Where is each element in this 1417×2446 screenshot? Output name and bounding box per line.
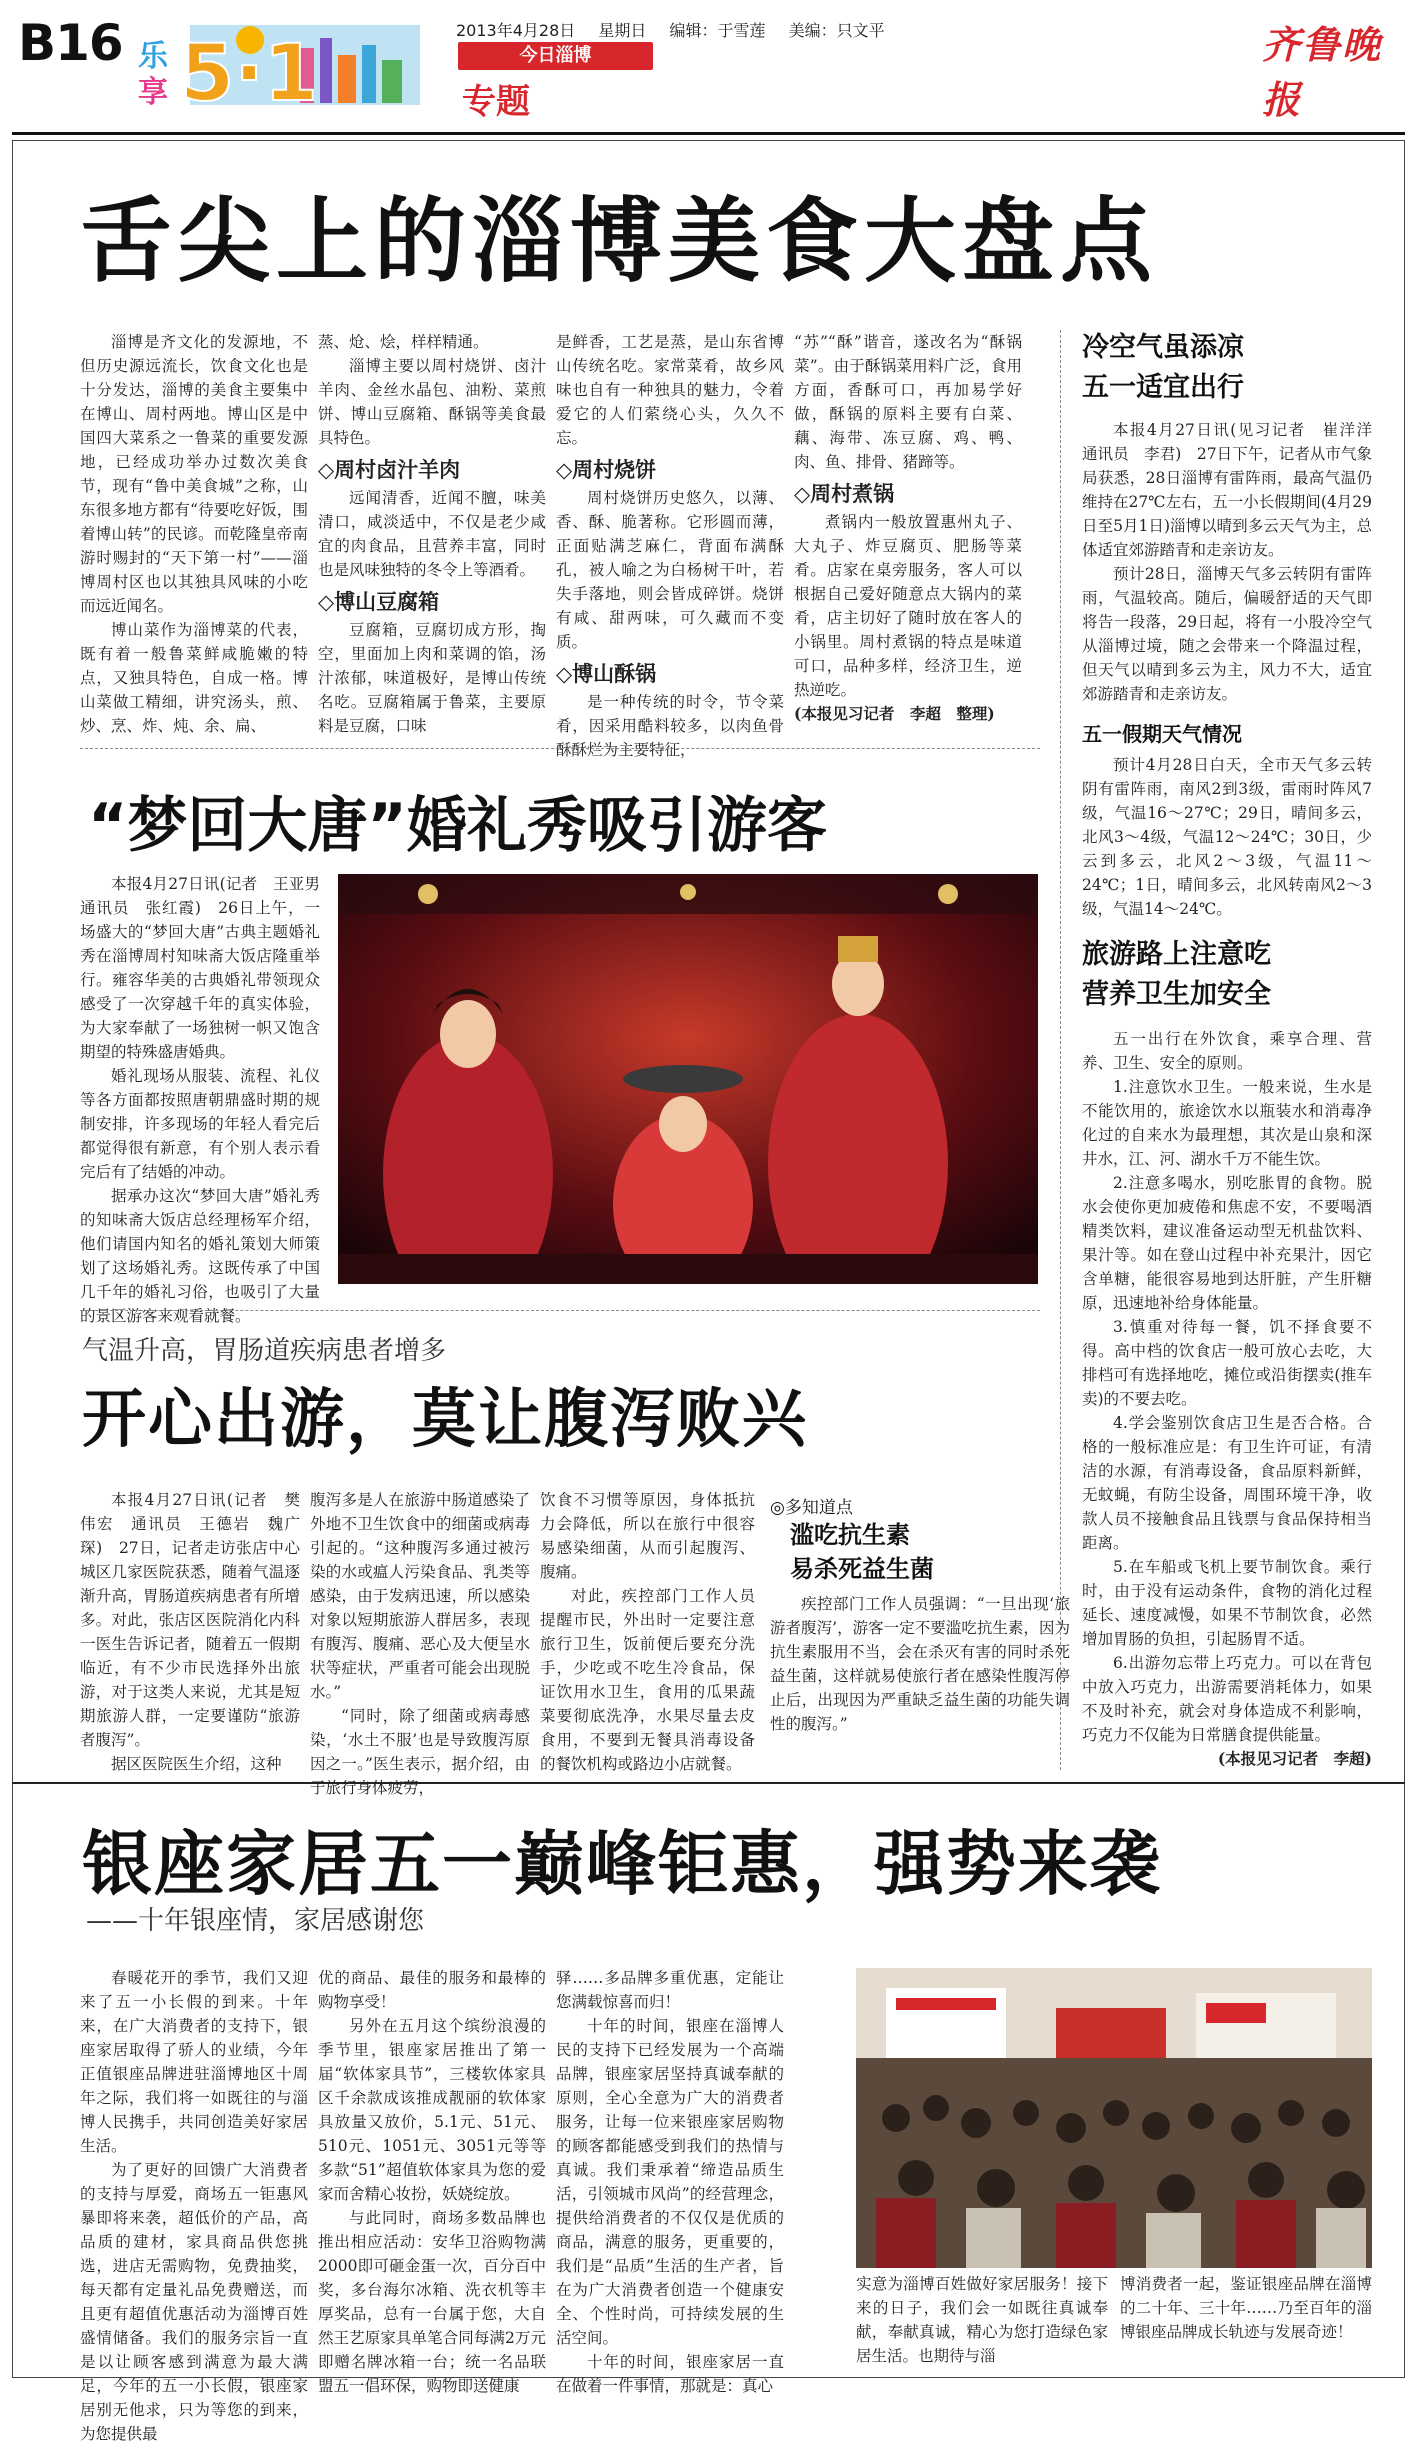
diarrhea-column-2 <box>310 1488 530 1800</box>
divider <box>80 1310 1040 1312</box>
food-column-4 <box>794 330 1022 726</box>
newspaper-brand: 齐鲁晚报 <box>1262 22 1383 122</box>
svg-text:享: 享 <box>138 75 168 110</box>
yinzuo-column-1 <box>80 1966 308 2446</box>
diarrhea-para: “同时，除了细菌或病毒感染，‘水土不服’也是导致腹泻原因之一。”医生表示，据介绍，由于旅行身体疲劳， <box>310 1707 530 1797</box>
wedding-column <box>80 872 336 1328</box>
diarrhea-kicker: 气温升高，胃肠道疾病患者增多 <box>82 1336 447 1366</box>
wedding-para: 婚礼现场从服装、流程、礼仪等各方面都按照唐朝鼎盛时期的规制安排，许多现场的年轻人看完后都觉得很有新意，有个别人表示看完后有了结婚的冲动。 <box>80 1067 320 1181</box>
headline-food: 舌尖上的淄博美食大盘点 <box>80 188 1159 295</box>
section-tag: 今日淄博 <box>458 42 653 70</box>
weather-headline-2: 五一适宜出行 <box>1082 372 1244 403</box>
food-para: 淄博是齐文化的发源地，不但历史源远流长，饮食文化也是十分发达，淄博的美食主要集中在博山、周村两地。博山区是中国四大菜系之一鲁菜的重要发源地，已经成功举办过数次美食节，现有“鲁中美食城”之称，山东很多地方都有“待要吃好饭，围着博山转”的民谚。而乾隆皇帝南游时赐封的“天下第一村”——淄博周村区也以其独具风味的小吃而远近闻名。 <box>80 333 308 615</box>
special-label: 专题 <box>462 82 530 122</box>
diarrhea-para: 饮食不习惯等原因，身体抵抗力会降低，所以在旅行中很容易感染细菌，从而引起腹泻、腹痛。 <box>540 1491 755 1581</box>
weather-subhead: 五一假期天气情况 <box>1082 722 1242 746</box>
yinzuo-para: 与此同时，商场多数品牌也推出相应活动：安华卫浴购物满2000即可砸金蛋一次，百分百中奖，多台海尔冰箱、洗衣机等丰厚奖品，总有一台属于您，大自然王艺原家具单笔合同每满2万元即赠名牌冰箱一台；统一名品联盟五一倡环保，购物即送健康 <box>318 2209 546 2395</box>
yinzuo-column-5 <box>1120 2272 1372 2344</box>
tip-item: 5.在车船或飞机上要节制饮食。乘行时，由于没有运动条件，食物的消化过程延长、速度减慢，如果不节制饮食，必然增加胃肠的负担，引起肠胃不适。 <box>1082 1558 1372 1648</box>
food-para: “苏”“酥”谐音，遂改名为“酥锅菜”。由于酥锅菜用料广泛，食用方面，香酥可口，再加易学好做，酥锅的原料主要有白菜、藕、海带、冻豆腐、鸡、鸭、肉、鱼、排骨、猪蹄等。 <box>794 333 1022 471</box>
food-column-3 <box>556 330 784 762</box>
food-subhead: ◇周村卤汁羊肉 <box>318 458 461 482</box>
tip-item: 6.出游勿忘带上巧克力。可以在背包中放入巧克力，出游需要消耗体力，如果不及时补充，就会对身体造成不利影响，巧克力不仅能为日常膳食提供能量。 <box>1082 1654 1372 1744</box>
food-para: 豆腐箱，豆腐切成方形，掏空，里面加上肉和菜调的馅，汤汁浓郁，味道极好，是博山传统名吃。豆腐箱属于鲁菜，主要原料是豆腐，口味 <box>318 621 546 735</box>
wedding-para: 本报4月27日讯(记者 王亚男 通讯员 张红霞) 26日上午，一场盛大的“梦回大唐”古典主题婚礼秀在淄博周村知味斋大饭店隆重举行。雍容华美的古典婚礼带领现众感受了一次穿越千年的真实体验，为大家奉献了一场独树一帜又饱含期望的特殊盛唐婚典。 <box>80 875 336 1061</box>
food-subhead: ◇周村煮锅 <box>794 482 895 506</box>
divider <box>80 748 1040 750</box>
masthead-rule <box>12 132 1405 135</box>
yinzuo-column-4 <box>856 2272 1108 2368</box>
page-number: B16 <box>18 14 123 72</box>
tip-item: 3.慎重对待每一餐，饥不择食要不得。高中档的饮食店一般可放心去吃，大排档可有选择地吃，摊位或沿街摆卖(推车卖)的不要去吃。 <box>1082 1318 1372 1408</box>
headline-wedding: “梦回大唐”婚礼秀吸引游客 <box>88 791 827 861</box>
yinzuo-column-2 <box>318 1966 546 2398</box>
tip-item: 1.注意饮水卫生。一般来说，生水是不能饮用的，旅途饮水以瓶装水和消毒净化过的自来水为最理想，其次是山泉和深井水，江、河、湖水千万不能生饮。 <box>1082 1078 1372 1168</box>
food-column-2 <box>318 330 546 738</box>
yinzuo-para: 优的商品、最佳的服务和最棒的购物享受！ <box>318 1969 546 2011</box>
food-subhead: ◇博山豆腐箱 <box>318 590 440 614</box>
wedding-para: 据承办这次“梦回大唐”婚礼秀的知味斋大饭店总经理杨军介绍，他们请国内知名的婚礼策划大师策划了这场婚礼秀。这既传承了中国几千年的婚礼习俗，也吸引了大量的景区游客来观看就餐。 <box>80 1187 320 1325</box>
yinzuo-column-3 <box>556 1966 784 2398</box>
tip-item: 2.注意多喝水，别吃胀胃的食物。脱水会使你更加疲倦和焦虑不安，不要喝酒精类饮料，建议准备运动型无机盐饮料、果汁等。如在登山过程中补充果汁，因它含单糖，能很容易地到达肝脏，产生肝糖原，迅速地补给身体能量。 <box>1082 1174 1372 1312</box>
box-headline-1: 滥吃抗生素 <box>790 1521 910 1549</box>
box-body: 疾控部门工作人员强调：“一旦出现‘旅游者腹泻’，游客一定不要滥吃抗生素，因为抗生素服用不当，会在杀灭有害的同时杀死益生菌，这样就易使旅行者在感染性腹泻停止后，出现因为严重缺乏益生菌的功能失调性的腹泻。” <box>770 1595 1070 1733</box>
food-column-1 <box>80 330 308 738</box>
food-subhead: ◇周村烧饼 <box>556 458 657 482</box>
issue-date: 2013年4月28日 <box>456 21 576 40</box>
weather-sidebar <box>1082 328 1388 921</box>
store-crowd-photo <box>856 1968 1372 2268</box>
headline-yinzuo: 银座家居五一巅峰钜惠，强势来袭 <box>82 1823 1162 1905</box>
divider <box>12 1782 1405 1785</box>
yinzuo-para: 博消费者一起，鉴证银座品牌在淄博的二十年、三十年……乃至百年的淄博银座品牌成长轨迹与发展奇迹！ <box>1120 2275 1372 2341</box>
food-para: 周村烧饼历史悠久，以薄、香、酥、脆著称。它形圆而薄，正面贴满芝麻仁，背面布满酥孔，被人喻之为白杨树干叶，若失手落地，则会皆成碎饼。烧饼有咸、甜两味，可久藏而不变质。 <box>556 489 784 651</box>
section-logo <box>130 20 430 115</box>
food-para: 是鲜香，工艺是蒸，是山东省博山传统名吃。家常菜肴，故乡风味也自有一种独具的魅力，令着爱它的人们萦绕心头，久久不忘。 <box>556 333 784 447</box>
food-para: 博山菜作为淄博菜的代表，既有着一般鲁菜鲜咸脆嫩的特点，又独具特色，自成一格。博山菜做工精细，讲究汤头，煎、炒、烹、炸、炖、余、扁、 <box>80 621 308 735</box>
food-para: 煮锅内一般放置惠州丸子、大丸子、炸豆腐页、肥肠等菜肴。店家在桌旁服务，客人可以根据自己爱好随意点大锅内的菜肴，店主切好了随时放在客人的小锅里。周村煮锅的特点是味道可口，品种多样，经济卫生，逆热逆吃。 <box>794 513 1022 699</box>
box-headline-2: 易杀死益生菌 <box>790 1555 934 1583</box>
yinzuo-para: 十年的时间，银座家居一直在做着一件事情，那就是：真心 <box>556 2353 784 2395</box>
diarrhea-para: 据区医院医生介绍，这种 <box>111 1755 282 1773</box>
editor-credit: 编辑：于雪莲 <box>669 21 766 40</box>
food-subhead: ◇博山酥锅 <box>556 662 657 686</box>
wedding-photo <box>338 874 1038 1284</box>
travel-food-sidebar <box>1082 935 1372 1771</box>
headline-diarrhea: 开心出游，莫让腹泻败兴 <box>82 1383 808 1457</box>
yinzuo-para: 春暖花开的季节，我们又迎来了五一小长假的到来。十年来，在广大消费者的支持下，银座家居取得了骄人的业绩，今年正值银座品牌进驻淄博地区十周年之际，我们将一如既往的与淄博人民携手，共同创造美好家居生活。 <box>80 1969 308 2155</box>
food-byline: (本报见习记者 李超 整理) <box>794 704 995 723</box>
tip-item: 五一出行在外饮食，乘享合理、营养、卫生、安全的原则。 <box>1082 1030 1372 1072</box>
yinzuo-para: 十年的时间，银座在淄博人民的支持下已经发展为一个高端品牌，银座家居坚持真诚奉献的原则，全心全意为广大的消费者服务，让每一位来银座家居购物的顾客都能感受到我们的热情与真诚。我们秉承着“缔造品质生活，引领城市风尚”的经营理念，提供给消费者的不仅仅是优质的商品，满意的服务，更重要的，我们是“品质”生活的生产者，旨在为广大消费者创造一个健康安全、个性时尚，可持续发展的生活空间。 <box>556 2017 784 2347</box>
travel-food-headline-2: 营养卫生加安全 <box>1082 979 1271 1010</box>
box-tag: ◎多知道点 <box>770 1498 853 1518</box>
travel-food-headline-1: 旅游路上注意吃 <box>1082 939 1271 970</box>
svg-text:5·1: 5·1 <box>180 29 319 115</box>
travel-food-byline: (本报见习记者 李超) <box>1217 1749 1372 1768</box>
weather-headline-1: 冷空气虽添凉 <box>1082 332 1244 363</box>
did-you-know-box <box>770 1493 1070 1736</box>
diarrhea-para: 腹泻多是人在旅游中肠道感染了外地不卫生饮食中的细菌或病毒引起的。“这种腹泻多通过被污染的水或瘟人污染食品、乳类等感染，由于发病迅速，所以感染对象以短期旅游人群居多，表现有腹泻、腹痛、恶心及大便呈水状等症状，严重者可能会出现脱水。” <box>310 1491 530 1701</box>
yinzuo-para: 实意为淄博百姓做好家居服务！接下来的日子，我们会一如既往真诚奉献，奉献真诚，精心为您打造绿色家居生活。也期待与淄 <box>856 2275 1108 2365</box>
dateline <box>456 18 903 41</box>
yinzuo-para: 另外在五月这个缤纷浪漫的季节里，银座家居推出了第一届“软体家具节”，三楼软体家具区千余款成该推成靓丽的软体家具放量又放价，5.1元、51元、510元、1051元、3051元等等多款“51”超值软体家具为您的爱家而舍精心妆扮，妖娆绽放。 <box>318 2017 546 2203</box>
weather-para: 本报4月27日讯(见习记者 崔洋洋 通讯员 李君) 27日下午，记者从市气象局获悉，28日淄博有雷阵雨，最高气温仍维持在27℃左右，五一小长假期间(4月29日至5月1日)淄博以晴到多云天气为主，总体适宜郊游踏青和走亲访友。 <box>1082 421 1388 559</box>
food-para: 蒸、炝、烩，样样精通。 <box>318 333 489 351</box>
food-para: 远闻清香，近闻不膻，味美清口，咸淡适中，不仅是老少咸宜的肉食品，且营养丰富，同时也是风味独特的冬令上等酒肴。 <box>318 489 546 579</box>
food-para: 是一种传统的时令，节令菜肴，因采用酷料较多，以肉鱼骨酥酥烂为主要特征， <box>556 693 784 759</box>
food-para: 淄博主要以周村烧饼、卤汁羊肉、金丝水晶包、油粉、菜煎饼、博山豆腐箱、酥锅等美食最具特色。 <box>318 357 546 447</box>
diarrhea-column-1 <box>80 1488 300 1776</box>
diarrhea-para: 对此，疾控部门工作人员提醒市民，外出时一定要注意旅行卫生，饭前便后要充分洗手，少吃或不吃生冷食品，保证饮用水卫生，食用的瓜果蔬菜要彻底洗净，水果尽量去皮食用，不要到无餐具消毒设备的餐饮机构或路边小店就餐。 <box>540 1587 755 1773</box>
yinzuo-subhead: ——十年银座情，家居感谢您 <box>86 1906 425 1936</box>
yinzuo-para: 驿……多品牌多重优惠，定能让您满载惊喜而归！ <box>556 1969 784 2011</box>
diarrhea-column-3 <box>540 1488 755 1776</box>
weather-para: 预计28日，淄博天气多云转阴有雷阵雨，气温较高。随后，偏暖舒适的天气即将告一段落，29日起，将有一小股冷空气从淄博过境，随之会带来一个降温过程，但天气以晴到多云为主，风力不大，适宜郊游踏青和走亲访友。 <box>1082 565 1372 703</box>
designer-credit: 美编：只文平 <box>788 21 885 40</box>
svg-text:乐: 乐 <box>138 39 168 74</box>
tip-item: 4.学会鉴别饮食店卫生是否合格。合格的一般标准应是：有卫生许可证，有清洁的水源，有消毒设备，食品原料新鲜，无蚊蝇，有防尘设备，周围环境干净，收款人员不接触食品且钱票与食品保持相当距离。 <box>1082 1414 1372 1552</box>
issue-weekday: 星期日 <box>598 21 647 40</box>
yinzuo-para: 为了更好的回馈广大消费者的支持与厚爱，商场五一钜惠风暴即将来袭，超低价的产品，高品质的建材，家具商品供您挑选，进店无需购物，免费抽奖，每天都有定量礼品免费赠送，而且更有超值优惠活动为淄博百姓盛情储备。我们的服务宗旨一直是以让顾客感到满意为最大满足，今年的五一小长假，银座家居别无他求，只为等您的到来，为您提供最 <box>80 2161 308 2443</box>
weather-para: 预计4月28日白天，全市天气多云转阴有雷阵雨，南风2到3级，雷雨时阵风7级，气温16～27℃；29日，晴间多云，北风3～4级，气温12～24℃；30日，少云到多云，北风2～3级，气温11～24℃；1日，晴间多云，北风转南风2～3级，气温14～24℃。 <box>1082 756 1372 918</box>
diarrhea-para: 本报4月27日讯(记者 樊伟宏 通讯员 王德岩 魏广琛) 27日，记者走访张店中心城区几家医院获悉，随着气温逐渐升高，胃肠道疾病患者有所增多。对此，张店区医院消化内科一医生告诉记者，随着五一假期临近，有不少市民选择外出旅游，对于这类人来说，尤其是短期旅游人群，一定要谨防“旅游者腹泻”。 <box>80 1491 300 1749</box>
